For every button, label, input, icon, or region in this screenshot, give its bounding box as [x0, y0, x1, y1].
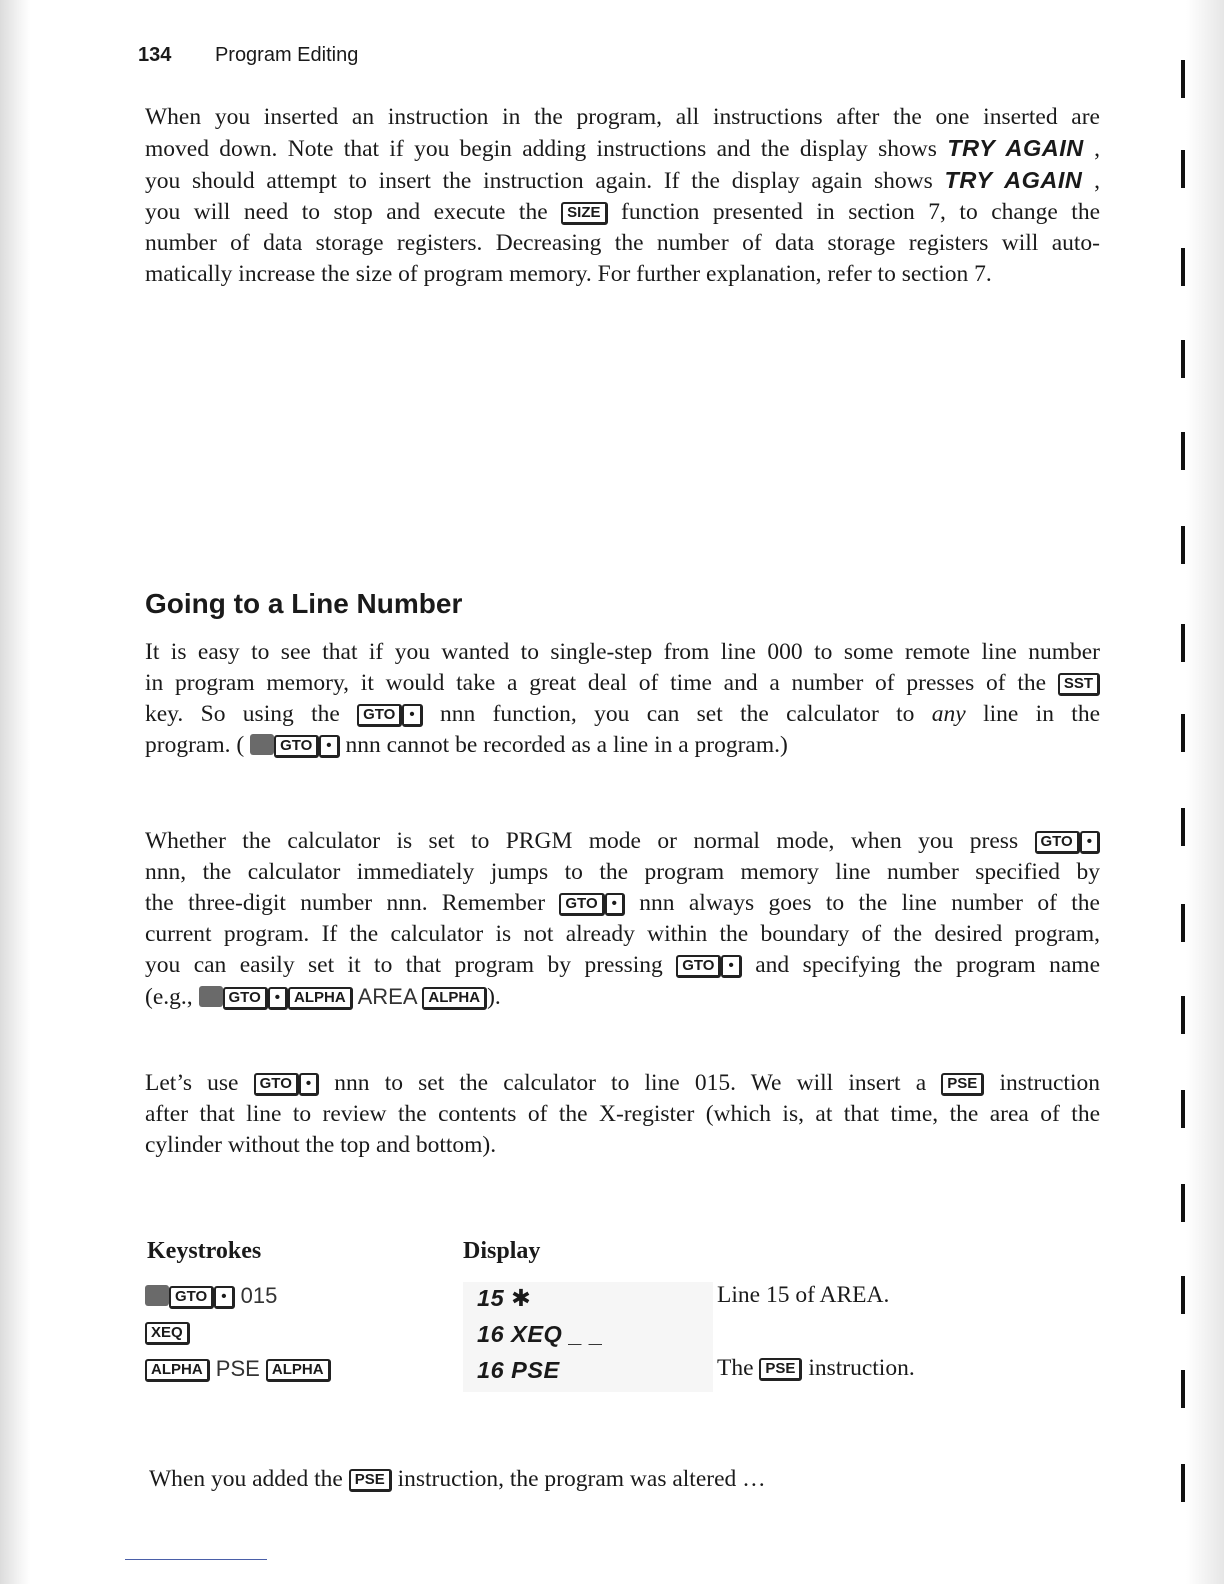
- text-line: you should attempt to insert the instruction again. If the display again shows TRY AGAIN ,: [145, 167, 1101, 194]
- key-gto-icon: GTO: [676, 955, 721, 978]
- key-dot-icon: •: [605, 893, 625, 916]
- text-line: the three-digit number nnn. Remember GTO • nnn always goes to the line number of the: [145, 890, 1100, 916]
- page-left-edge-shadow: [0, 0, 30, 1584]
- key-pse-icon: PSE: [759, 1358, 802, 1381]
- table-row-display: 16 XEQ _ _: [477, 1321, 604, 1347]
- shift-key-icon: [250, 734, 274, 755]
- text-line: in program memory, it would take a great deal of time and a number of presses of the SST: [145, 668, 1100, 699]
- text-line: When you added the PSE instruction, the program was altered …: [149, 1466, 766, 1492]
- key-gto-icon: GTO: [223, 987, 268, 1010]
- key-gto-icon: GTO: [274, 735, 319, 758]
- display-text: TRY AGAIN: [944, 167, 1083, 193]
- text-line: you can easily set it to that program by pressing GTO • and specifying the program name: [145, 952, 1101, 978]
- text-line: When you inserted an instruction in the program, all instructions after the one inserted are: [145, 104, 1100, 130]
- key-dot-icon: •: [721, 955, 741, 978]
- table-row-display: 15 ✱: [477, 1285, 532, 1311]
- text-line: number of data storage registers. Decreasing the number of data storage registers will auto-: [145, 230, 1100, 256]
- table-row-note: The PSE instruction.: [717, 1355, 915, 1381]
- key-alpha-icon: ALPHA: [145, 1359, 210, 1382]
- paragraph-going-to-line: [145, 637, 1100, 761]
- text-line: moved down. Note that if you begin adding instructions and the display shows TRY AGAIN ,: [145, 135, 1101, 162]
- table-row-keys: [145, 1356, 331, 1383]
- key-gto-icon: GTO: [559, 893, 604, 916]
- table-row-display: 16 PSE: [477, 1357, 560, 1383]
- alpha-text: PSE: [209, 1356, 266, 1381]
- paragraph-lets-use: [145, 1068, 1100, 1161]
- key-sst-icon: SST: [1058, 673, 1100, 696]
- table-row-keys: [145, 1319, 190, 1346]
- text-line: you will need to stop and execute the SIZE function presented in section 7, to change the: [145, 199, 1100, 225]
- paragraph-insert-instruction: [145, 102, 1100, 290]
- key-dot-icon: •: [299, 1073, 319, 1096]
- display-text: TRY AGAIN: [947, 135, 1084, 161]
- emphasis-text: any: [931, 701, 966, 727]
- key-alpha-icon: ALPHA: [266, 1359, 331, 1382]
- text-line: It is easy to see that if you wanted to single-step from line 000 to some remote line number: [145, 639, 1100, 665]
- page-header: [138, 44, 358, 67]
- section-title: Program Editing: [214, 44, 359, 66]
- shift-key-icon: [199, 986, 223, 1007]
- alpha-text: AREA: [352, 984, 423, 1009]
- section-heading: Going to a Line Number: [145, 588, 463, 619]
- keystrokes-header: Keystrokes: [147, 1238, 262, 1264]
- key-size-icon: SIZE: [561, 202, 607, 225]
- text-line: current program. If the calculator is not already within the boundary of the desired program,: [145, 921, 1100, 947]
- key-alpha-icon: ALPHA: [422, 987, 487, 1010]
- display-header: Display: [463, 1238, 541, 1264]
- table-row-note: Line 15 of AREA.: [717, 1282, 890, 1308]
- key-gto-icon: GTO: [1035, 831, 1080, 854]
- key-alpha-icon: ALPHA: [288, 987, 353, 1010]
- key-dot-icon: •: [268, 987, 288, 1010]
- text-line: program. ( GTO • nnn cannot be recorded as a line in a program.): [145, 732, 788, 758]
- text-line: after that line to review the contents of the X-register (which is, at that time, the area of the: [145, 1101, 1100, 1127]
- key-pse-icon: PSE: [941, 1073, 984, 1096]
- key-pse-icon: PSE: [349, 1469, 392, 1492]
- key-dot-icon: •: [402, 704, 422, 727]
- shift-key-icon: [145, 1285, 169, 1306]
- text-line: (e.g., GTO • ALPHA AREA ALPHA ).: [145, 984, 501, 1010]
- key-xeq-icon: XEQ: [145, 1322, 190, 1345]
- key-gto-icon: GTO: [254, 1073, 299, 1096]
- text-line: key. So using the GTO • nnn function, you can set the calculator to any line in the: [145, 701, 1101, 727]
- key-gto-icon: GTO: [169, 1286, 214, 1309]
- table-row-keys: [145, 1283, 277, 1310]
- alpha-text: 015: [234, 1283, 278, 1308]
- text-line: cylinder without the top and bottom).: [145, 1132, 497, 1158]
- text-line: matically increase the size of program memory. For further explanation, refer to section 7.: [145, 261, 992, 287]
- key-dot-icon: •: [319, 735, 339, 758]
- key-gto-icon: GTO: [357, 704, 402, 727]
- key-dot-icon: •: [214, 1286, 234, 1309]
- text-line: Whether the calculator is set to PRGM mode or normal mode, when you press GTO •: [145, 826, 1100, 857]
- footer-rule: [125, 1559, 267, 1560]
- text-line: nnn, the calculator immediately jumps to the program memory line number specified by: [145, 859, 1100, 885]
- page-number: 134: [138, 44, 172, 66]
- paragraph-when-added: [149, 1464, 1104, 1495]
- text-line: Let’s use GTO • nnn to set the calculator to line 015. We will insert a PSE instruction: [145, 1070, 1100, 1096]
- page-right-edge-shadow: [1186, 0, 1224, 1584]
- paragraph-prgm-mode: [145, 826, 1100, 1013]
- key-dot-icon: •: [1080, 831, 1100, 854]
